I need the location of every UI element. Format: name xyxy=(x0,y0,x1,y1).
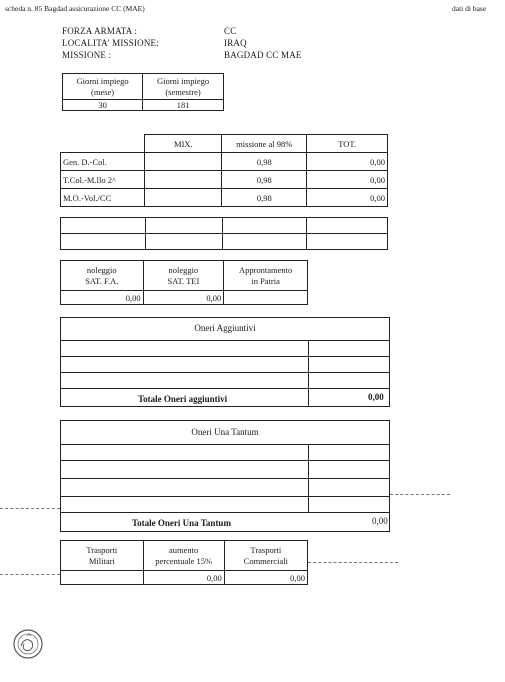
giorni-semestre-h2: (semestre) xyxy=(165,86,201,97)
empty-cell xyxy=(307,218,388,234)
empty-cell xyxy=(222,234,307,250)
giorni-semestre-value: 181 xyxy=(143,100,224,111)
row-missione: 0,98 xyxy=(222,171,307,189)
giorni-semestre-h1: Giorni impiego xyxy=(156,75,210,86)
trasporti-commerciali-value: 0,00 xyxy=(224,571,307,585)
divider xyxy=(60,372,390,373)
giorni-mese-value: 30 xyxy=(63,100,143,111)
noleggio-fa-h1: noleggio xyxy=(86,264,117,275)
trasporti-commerciali-h2: Commerciali xyxy=(243,555,289,566)
row-tot: 0,00 xyxy=(307,189,388,207)
row-missione: 0,98 xyxy=(222,153,307,171)
noleggio-fa-h2: SAT. F.A. xyxy=(85,275,119,286)
giorni-semestre-header xyxy=(143,74,224,100)
divider xyxy=(60,496,390,497)
row-label: M.O.-Vol./CC xyxy=(61,189,145,207)
totale-oneri-aggiuntivi-label: Totale Oneri aggiuntivi xyxy=(138,394,228,404)
seal-svg xyxy=(12,628,44,660)
totale-oneri-una-tantum-label: Totale Oneri Una Tantum xyxy=(132,518,231,528)
giorni-table xyxy=(62,73,224,111)
table-row xyxy=(61,153,388,171)
trasporti-militari-header xyxy=(61,541,144,571)
empty-cell xyxy=(145,234,222,250)
empty-cell xyxy=(222,218,307,234)
giorni-mese-header xyxy=(63,74,143,100)
noleggio-table xyxy=(60,260,308,305)
forza-armata-label: FORZA ARMATA : xyxy=(62,26,138,36)
row-label: T.Col.-M.llo 2^ xyxy=(61,171,145,189)
noleggio-fa-value: 0,00 xyxy=(61,291,144,305)
divider xyxy=(60,444,390,445)
aumento-header xyxy=(143,541,224,571)
localita-label: LOCALITA' MISSIONE: xyxy=(62,38,159,48)
stray-line xyxy=(390,494,450,495)
aumento-h1: aumento xyxy=(169,544,199,555)
empty-cell xyxy=(61,218,146,234)
approntamento-h2: in Patria xyxy=(251,275,280,286)
noleggio-tei-h2: SAT. TEI xyxy=(167,275,200,286)
trasporti-militari-value xyxy=(61,571,144,585)
missione-header: missione al 98% xyxy=(222,135,307,153)
empty-grid xyxy=(60,217,388,250)
table-row xyxy=(61,189,388,207)
giorni-mese-h1: Giorni impiego xyxy=(76,75,129,86)
seal-icon xyxy=(12,628,44,660)
divider xyxy=(308,340,309,407)
row-tot: 0,00 xyxy=(307,171,388,189)
divider xyxy=(308,444,309,512)
missione-label: MISSIONE : xyxy=(62,50,112,60)
approntamento-h1: Approntamento xyxy=(238,264,293,275)
row-missione: 0,98 xyxy=(222,189,307,207)
header-right: dati di base xyxy=(452,4,487,13)
totale-oneri-una-tantum-value: 0,00 xyxy=(372,516,388,526)
empty-cell xyxy=(61,234,146,250)
missione-value: BAGDAD CC MAE xyxy=(224,50,302,60)
personale-table xyxy=(60,134,388,207)
totale-oneri-aggiuntivi-value: 0,00 xyxy=(368,392,384,402)
trasporti-militari-h1: Trasporti xyxy=(86,544,118,555)
noleggio-tei-h1: noleggio xyxy=(168,264,199,275)
divider xyxy=(60,388,390,389)
noleggio-tei-value: 0,00 xyxy=(143,291,224,305)
stray-line xyxy=(0,508,60,509)
row-mix xyxy=(145,153,222,171)
trasporti-table xyxy=(60,540,308,585)
table-row xyxy=(61,171,388,189)
oneri-una-tantum-title: Oneri Una Tantum xyxy=(191,427,259,437)
empty-cell xyxy=(307,234,388,250)
divider xyxy=(60,512,390,513)
trasporti-commerciali-h1: Trasporti xyxy=(250,544,282,555)
stray-line xyxy=(308,562,398,563)
forza-armata-value: CC xyxy=(224,26,237,36)
approntamento-header xyxy=(224,261,308,291)
row-tot: 0,00 xyxy=(307,153,388,171)
trasporti-commerciali-header xyxy=(224,541,307,571)
divider xyxy=(60,340,390,341)
noleggio-fa-header xyxy=(61,261,144,291)
noleggio-tei-header xyxy=(143,261,224,291)
header-left: scheda n. 85 Bagdad assicurazione CC (MAE) xyxy=(5,4,145,13)
tot-header: TOT. xyxy=(307,135,388,153)
aumento-h2: percentuale 15% xyxy=(155,555,213,566)
stray-line xyxy=(0,574,60,575)
aumento-value: 0,00 xyxy=(143,571,224,585)
row-label: Gen. D.-Col. xyxy=(61,153,145,171)
row-mix xyxy=(145,171,222,189)
oneri-aggiuntivi-title: Oneri Aggiuntivi xyxy=(194,323,256,333)
divider xyxy=(60,356,390,357)
approntamento-value xyxy=(224,291,308,305)
empty-cell xyxy=(145,218,222,234)
divider xyxy=(60,478,390,479)
mix-header: MIX. xyxy=(145,135,222,153)
giorni-mese-h2: (mese) xyxy=(91,86,115,97)
row-mix xyxy=(145,189,222,207)
localita-value: IRAQ xyxy=(224,38,247,48)
trasporti-militari-h2: Militari xyxy=(88,555,115,566)
personale-corner xyxy=(61,135,145,153)
divider xyxy=(60,460,390,461)
